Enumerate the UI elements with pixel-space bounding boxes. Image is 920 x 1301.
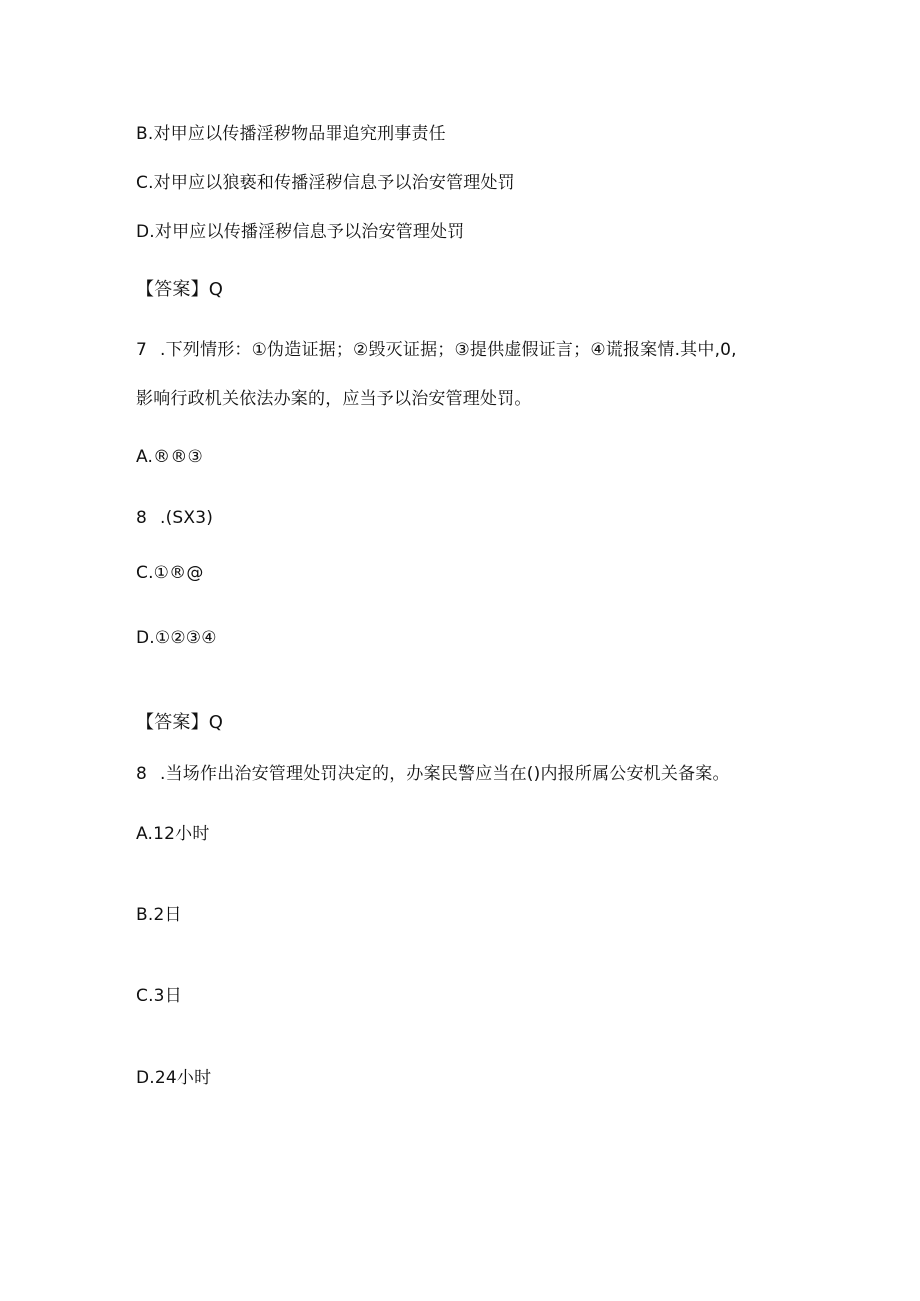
option-c-line: C.①®@ — [136, 563, 204, 583]
question-text: .下列情形：①伪造证据；②毁灭证据；③提供虚假证言；④谎报案情.其中,0, — [160, 340, 737, 360]
question-7-line-2: 影响行政机关依法办案的，应当予以治安管理处罚。 — [136, 389, 532, 409]
option-b-line: B.2日 — [136, 905, 182, 925]
option-a-line: A.®®③ — [136, 447, 203, 467]
option-c-line: C.3日 — [136, 986, 182, 1006]
question-8-stub-line — [136, 507, 213, 529]
question-number: 8 — [136, 508, 148, 528]
option-d-line: D.①②③④ — [136, 628, 217, 648]
option-a-line: A.12小时 — [136, 824, 210, 844]
answer-label: 【答案】Q — [136, 712, 224, 733]
answer-label: 【答案】Q — [136, 279, 224, 300]
question-number: 8 — [136, 764, 148, 784]
question-number: 7 — [136, 340, 148, 360]
option-b-line: B.对甲应以传播淫秽物品罪追究刑事责任 — [136, 124, 446, 144]
option-c-line: C.对甲应以狼亵和传播淫秽信息予以治安管理处罚 — [136, 173, 515, 193]
question-text: .当场作出治安管理处罚决定的，办案民警应当在()内报所属公安机关备案。 — [160, 764, 730, 784]
question-8-line — [136, 763, 730, 785]
question-text: .(SX3) — [160, 508, 214, 528]
option-d-line: D.24小时 — [136, 1068, 212, 1088]
option-d-line: D.对甲应以传播淫秽信息予以治安管理处罚 — [136, 222, 465, 242]
question-7-line-1 — [136, 339, 737, 361]
